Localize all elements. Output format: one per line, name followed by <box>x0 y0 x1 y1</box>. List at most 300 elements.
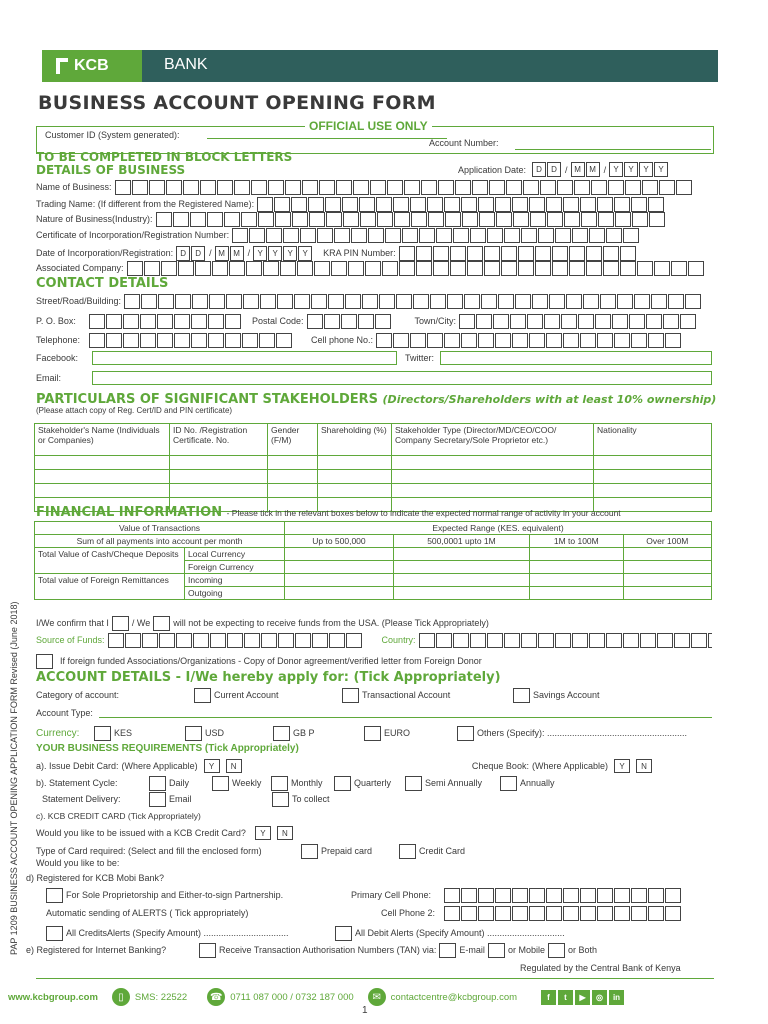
char-box[interactable] <box>176 633 192 648</box>
char-box[interactable] <box>642 180 658 195</box>
char-box[interactable] <box>580 888 596 903</box>
char-box[interactable] <box>368 228 384 243</box>
char-box[interactable] <box>210 633 226 648</box>
char-box[interactable] <box>495 333 511 348</box>
cell-tick[interactable] <box>530 574 624 587</box>
char-box[interactable] <box>631 906 647 921</box>
char-box[interactable] <box>445 212 461 227</box>
char-box[interactable] <box>523 180 539 195</box>
char-box[interactable] <box>504 633 520 648</box>
char-box[interactable] <box>427 333 443 348</box>
char-box[interactable] <box>166 180 182 195</box>
char-box[interactable] <box>416 261 432 276</box>
char-box[interactable] <box>246 261 262 276</box>
char-box[interactable] <box>623 633 639 648</box>
char-box[interactable] <box>260 294 276 309</box>
twitter-field[interactable] <box>440 351 712 365</box>
char-box[interactable] <box>324 314 340 329</box>
app-date-m1[interactable]: M <box>571 162 585 177</box>
char-box[interactable] <box>597 888 613 903</box>
char-box[interactable] <box>309 212 325 227</box>
char-box[interactable] <box>241 212 257 227</box>
char-box[interactable] <box>123 314 139 329</box>
char-box[interactable] <box>261 633 277 648</box>
gbp-checkbox[interactable] <box>273 726 290 741</box>
char-box[interactable] <box>632 212 648 227</box>
char-box[interactable] <box>402 228 418 243</box>
char-box[interactable] <box>657 633 673 648</box>
account-number-line[interactable] <box>515 149 711 150</box>
char-box[interactable] <box>479 212 495 227</box>
char-box[interactable] <box>580 906 596 921</box>
char-box[interactable] <box>365 261 381 276</box>
char-box[interactable] <box>461 888 477 903</box>
char-box[interactable] <box>530 212 546 227</box>
char-box[interactable] <box>396 294 412 309</box>
cell-tick[interactable] <box>623 561 711 574</box>
char-box[interactable] <box>447 294 463 309</box>
char-box[interactable] <box>89 314 105 329</box>
account-type-field[interactable] <box>99 708 712 718</box>
cell2-boxes[interactable] <box>444 906 712 921</box>
char-box[interactable] <box>612 314 628 329</box>
cell-tick[interactable] <box>285 574 394 587</box>
daily-checkbox[interactable] <box>149 776 166 791</box>
char-box[interactable] <box>625 180 641 195</box>
char-box[interactable] <box>614 333 630 348</box>
char-box[interactable] <box>583 294 599 309</box>
char-box[interactable] <box>623 228 639 243</box>
char-box[interactable] <box>546 888 562 903</box>
quarterly-checkbox[interactable] <box>334 776 351 791</box>
char-box[interactable] <box>226 294 242 309</box>
char-box[interactable] <box>275 212 291 227</box>
char-box[interactable] <box>688 261 704 276</box>
char-box[interactable] <box>428 212 444 227</box>
char-box[interactable] <box>504 228 520 243</box>
char-box[interactable] <box>552 261 568 276</box>
char-box[interactable] <box>232 228 248 243</box>
char-box[interactable] <box>569 261 585 276</box>
cell-tick[interactable] <box>285 587 394 600</box>
char-box[interactable] <box>651 294 667 309</box>
char-box[interactable] <box>461 333 477 348</box>
collect-checkbox[interactable] <box>272 792 289 807</box>
char-box[interactable] <box>328 294 344 309</box>
char-box[interactable] <box>470 633 486 648</box>
char-box[interactable] <box>574 180 590 195</box>
cheque-no[interactable]: N <box>636 759 652 773</box>
char-box[interactable] <box>529 888 545 903</box>
char-box[interactable] <box>411 212 427 227</box>
char-box[interactable] <box>620 261 636 276</box>
debit-alerts-checkbox[interactable] <box>335 926 352 941</box>
char-box[interactable] <box>518 261 534 276</box>
char-box[interactable] <box>540 180 556 195</box>
associated-boxes[interactable] <box>127 261 712 276</box>
char-box[interactable] <box>191 314 207 329</box>
char-box[interactable] <box>462 212 478 227</box>
char-box[interactable] <box>302 180 318 195</box>
char-box[interactable] <box>345 294 361 309</box>
char-box[interactable] <box>244 633 260 648</box>
inc-date-m1[interactable]: M <box>215 246 229 261</box>
char-box[interactable] <box>600 294 616 309</box>
char-box[interactable] <box>370 180 386 195</box>
char-box[interactable] <box>175 294 191 309</box>
char-box[interactable] <box>478 333 494 348</box>
char-box[interactable] <box>498 294 514 309</box>
char-box[interactable] <box>173 212 189 227</box>
char-box[interactable] <box>467 261 483 276</box>
inc-date-m2[interactable]: M <box>230 246 244 261</box>
char-box[interactable] <box>521 633 537 648</box>
app-date-d1[interactable]: D <box>532 162 546 177</box>
char-box[interactable] <box>436 228 452 243</box>
char-box[interactable] <box>229 261 245 276</box>
app-date-y3[interactable]: Y <box>639 162 653 177</box>
char-box[interactable] <box>314 261 330 276</box>
cell-tick[interactable] <box>623 548 711 561</box>
char-box[interactable] <box>544 314 560 329</box>
kes-checkbox[interactable] <box>94 726 111 741</box>
char-box[interactable] <box>132 180 148 195</box>
char-box[interactable] <box>665 906 681 921</box>
char-box[interactable] <box>685 294 701 309</box>
char-box[interactable] <box>433 261 449 276</box>
char-box[interactable] <box>521 228 537 243</box>
source-boxes[interactable] <box>108 633 374 648</box>
char-box[interactable] <box>89 333 105 348</box>
char-box[interactable] <box>280 261 296 276</box>
char-box[interactable] <box>438 180 454 195</box>
char-box[interactable] <box>629 314 645 329</box>
char-box[interactable] <box>242 333 258 348</box>
char-box[interactable] <box>606 633 622 648</box>
char-box[interactable] <box>464 294 480 309</box>
linkedin-icon[interactable]: in <box>609 990 624 1005</box>
char-box[interactable] <box>394 212 410 227</box>
char-box[interactable] <box>555 633 571 648</box>
char-box[interactable] <box>183 180 199 195</box>
char-box[interactable] <box>208 314 224 329</box>
inc-date-y3[interactable]: Y <box>283 246 297 261</box>
char-box[interactable] <box>341 314 357 329</box>
inc-date-y1[interactable]: Y <box>253 246 267 261</box>
cell-boxes[interactable] <box>376 333 712 348</box>
char-box[interactable] <box>393 333 409 348</box>
char-box[interactable] <box>346 633 362 648</box>
char-box[interactable] <box>157 314 173 329</box>
cell-tick[interactable] <box>393 561 529 574</box>
char-box[interactable] <box>156 212 172 227</box>
char-box[interactable] <box>249 228 265 243</box>
char-box[interactable] <box>597 333 613 348</box>
char-box[interactable] <box>581 212 597 227</box>
char-box[interactable] <box>654 261 670 276</box>
char-box[interactable] <box>529 333 545 348</box>
char-box[interactable] <box>208 333 224 348</box>
table-row[interactable] <box>35 456 712 470</box>
char-box[interactable] <box>268 180 284 195</box>
street-boxes[interactable] <box>124 294 712 309</box>
telephone-boxes[interactable] <box>89 333 303 348</box>
table-row[interactable] <box>35 470 712 484</box>
char-box[interactable] <box>572 228 588 243</box>
char-box[interactable] <box>258 212 274 227</box>
app-date-y2[interactable]: Y <box>624 162 638 177</box>
char-box[interactable] <box>648 888 664 903</box>
char-box[interactable] <box>472 180 488 195</box>
current-checkbox[interactable] <box>194 688 211 703</box>
char-box[interactable] <box>217 180 233 195</box>
char-box[interactable] <box>572 633 588 648</box>
char-box[interactable] <box>563 888 579 903</box>
confirm-i-checkbox[interactable] <box>112 616 129 631</box>
debit-no[interactable]: N <box>226 759 242 773</box>
confirm-we-checkbox[interactable] <box>153 616 170 631</box>
customer-id-line[interactable] <box>207 138 447 139</box>
char-box[interactable] <box>470 228 486 243</box>
char-box[interactable] <box>190 212 206 227</box>
char-box[interactable] <box>334 228 350 243</box>
char-box[interactable] <box>546 333 562 348</box>
char-box[interactable] <box>331 261 347 276</box>
char-box[interactable] <box>125 633 141 648</box>
annually-checkbox[interactable] <box>500 776 517 791</box>
char-box[interactable] <box>127 261 143 276</box>
char-box[interactable] <box>123 333 139 348</box>
char-box[interactable] <box>461 906 477 921</box>
tan-email-checkbox[interactable] <box>439 943 456 958</box>
char-box[interactable] <box>549 294 565 309</box>
char-box[interactable] <box>578 314 594 329</box>
char-box[interactable] <box>410 333 426 348</box>
char-box[interactable] <box>193 633 209 648</box>
char-box[interactable] <box>512 888 528 903</box>
char-box[interactable] <box>312 633 328 648</box>
char-box[interactable] <box>648 906 664 921</box>
char-box[interactable] <box>191 333 207 348</box>
char-box[interactable] <box>589 633 605 648</box>
char-box[interactable] <box>276 333 292 348</box>
char-box[interactable] <box>450 261 466 276</box>
char-box[interactable] <box>506 180 522 195</box>
char-box[interactable] <box>564 212 580 227</box>
char-box[interactable] <box>563 906 579 921</box>
char-box[interactable] <box>580 333 596 348</box>
cell-tick[interactable] <box>285 548 394 561</box>
cell-tick[interactable] <box>285 561 394 574</box>
char-box[interactable] <box>659 180 675 195</box>
char-box[interactable] <box>362 294 378 309</box>
app-date-y4[interactable]: Y <box>654 162 668 177</box>
others-checkbox[interactable] <box>457 726 474 741</box>
char-box[interactable] <box>404 180 420 195</box>
twitter-icon[interactable]: t <box>558 990 573 1005</box>
char-box[interactable] <box>614 888 630 903</box>
table-row[interactable] <box>35 484 712 498</box>
credit-alerts-checkbox[interactable] <box>46 926 63 941</box>
footer-mail[interactable]: contactcentre@kcbgroup.com <box>390 991 518 1003</box>
char-box[interactable] <box>603 261 619 276</box>
char-box[interactable] <box>637 261 653 276</box>
weekly-checkbox[interactable] <box>212 776 229 791</box>
pobox-boxes[interactable] <box>89 314 244 329</box>
char-box[interactable] <box>106 314 122 329</box>
char-box[interactable] <box>615 212 631 227</box>
char-box[interactable] <box>487 228 503 243</box>
footer-web[interactable]: www.kcbgroup.com <box>8 991 98 1003</box>
char-box[interactable] <box>159 633 175 648</box>
char-box[interactable] <box>430 294 446 309</box>
char-box[interactable] <box>512 906 528 921</box>
char-box[interactable] <box>307 314 323 329</box>
char-box[interactable] <box>399 261 415 276</box>
town-boxes[interactable] <box>459 314 712 329</box>
char-box[interactable] <box>640 633 656 648</box>
cell-tick[interactable] <box>530 561 624 574</box>
char-box[interactable] <box>527 314 543 329</box>
savings-checkbox[interactable] <box>513 688 530 703</box>
char-box[interactable] <box>311 294 327 309</box>
char-box[interactable] <box>595 314 611 329</box>
char-box[interactable] <box>251 180 267 195</box>
char-box[interactable] <box>377 212 393 227</box>
char-box[interactable] <box>243 294 259 309</box>
char-box[interactable] <box>115 180 131 195</box>
char-box[interactable] <box>557 180 573 195</box>
char-box[interactable] <box>444 888 460 903</box>
char-box[interactable] <box>680 314 696 329</box>
char-box[interactable] <box>266 228 282 243</box>
char-box[interactable] <box>283 228 299 243</box>
char-box[interactable] <box>668 294 684 309</box>
sole-checkbox[interactable] <box>46 888 63 903</box>
char-box[interactable] <box>606 228 622 243</box>
app-date-m2[interactable]: M <box>586 162 600 177</box>
char-box[interactable] <box>513 212 529 227</box>
char-box[interactable] <box>455 180 471 195</box>
char-box[interactable] <box>617 294 633 309</box>
donor-checkbox[interactable] <box>36 654 53 669</box>
semi-checkbox[interactable] <box>405 776 422 791</box>
char-box[interactable] <box>358 314 374 329</box>
app-date-y1[interactable]: Y <box>609 162 623 177</box>
char-box[interactable] <box>663 314 679 329</box>
char-box[interactable] <box>343 212 359 227</box>
char-box[interactable] <box>142 633 158 648</box>
cell-tick[interactable] <box>530 548 624 561</box>
char-box[interactable] <box>209 294 225 309</box>
char-box[interactable] <box>292 212 308 227</box>
transactional-checkbox[interactable] <box>342 688 359 703</box>
char-box[interactable] <box>329 633 345 648</box>
cell-tick[interactable] <box>393 548 529 561</box>
char-box[interactable] <box>294 294 310 309</box>
char-box[interactable] <box>376 333 392 348</box>
char-box[interactable] <box>478 906 494 921</box>
internet-checkbox[interactable] <box>199 943 216 958</box>
usd-checkbox[interactable] <box>185 726 202 741</box>
char-box[interactable] <box>224 212 240 227</box>
char-box[interactable] <box>360 212 376 227</box>
char-box[interactable] <box>285 180 301 195</box>
char-box[interactable] <box>674 633 690 648</box>
char-box[interactable] <box>555 228 571 243</box>
char-box[interactable] <box>278 633 294 648</box>
char-box[interactable] <box>419 228 435 243</box>
char-box[interactable] <box>566 294 582 309</box>
certificate-boxes[interactable] <box>232 228 712 243</box>
char-box[interactable] <box>436 633 452 648</box>
char-box[interactable] <box>563 333 579 348</box>
youtube-icon[interactable]: ▶ <box>575 990 590 1005</box>
cell-tick[interactable] <box>393 574 529 587</box>
char-box[interactable] <box>295 633 311 648</box>
char-box[interactable] <box>419 633 435 648</box>
cell-tick[interactable] <box>530 587 624 600</box>
char-box[interactable] <box>597 906 613 921</box>
char-box[interactable] <box>421 180 437 195</box>
char-box[interactable] <box>515 294 531 309</box>
char-box[interactable] <box>353 180 369 195</box>
char-box[interactable] <box>161 261 177 276</box>
char-box[interactable] <box>453 228 469 243</box>
postal-boxes[interactable] <box>307 314 407 329</box>
char-box[interactable] <box>598 212 614 227</box>
char-box[interactable] <box>538 228 554 243</box>
nature-boxes[interactable] <box>156 212 712 227</box>
char-box[interactable] <box>484 261 500 276</box>
char-box[interactable] <box>157 333 173 348</box>
char-box[interactable] <box>141 294 157 309</box>
tan-both-checkbox[interactable] <box>548 943 565 958</box>
char-box[interactable] <box>319 180 335 195</box>
char-box[interactable] <box>225 333 241 348</box>
char-box[interactable] <box>387 180 403 195</box>
char-box[interactable] <box>108 633 124 648</box>
char-box[interactable] <box>375 314 391 329</box>
char-box[interactable] <box>495 888 511 903</box>
char-box[interactable] <box>263 261 279 276</box>
char-box[interactable] <box>174 314 190 329</box>
char-box[interactable] <box>535 261 551 276</box>
char-box[interactable] <box>487 633 503 648</box>
char-box[interactable] <box>382 261 398 276</box>
cell-tick[interactable] <box>393 587 529 600</box>
char-box[interactable] <box>547 212 563 227</box>
char-box[interactable] <box>348 261 364 276</box>
char-box[interactable] <box>631 888 647 903</box>
country-boxes[interactable] <box>419 633 712 648</box>
char-box[interactable] <box>665 333 681 348</box>
debit-yes[interactable]: Y <box>204 759 220 773</box>
char-box[interactable] <box>489 180 505 195</box>
char-box[interactable] <box>178 261 194 276</box>
char-box[interactable] <box>459 314 475 329</box>
char-box[interactable] <box>174 333 190 348</box>
cheque-yes[interactable]: Y <box>614 759 630 773</box>
char-box[interactable] <box>649 212 665 227</box>
char-box[interactable] <box>192 294 208 309</box>
char-box[interactable] <box>608 180 624 195</box>
char-box[interactable] <box>634 294 650 309</box>
tan-mobile-checkbox[interactable] <box>488 943 505 958</box>
char-box[interactable] <box>495 906 511 921</box>
char-box[interactable] <box>614 906 630 921</box>
char-box[interactable] <box>140 333 156 348</box>
